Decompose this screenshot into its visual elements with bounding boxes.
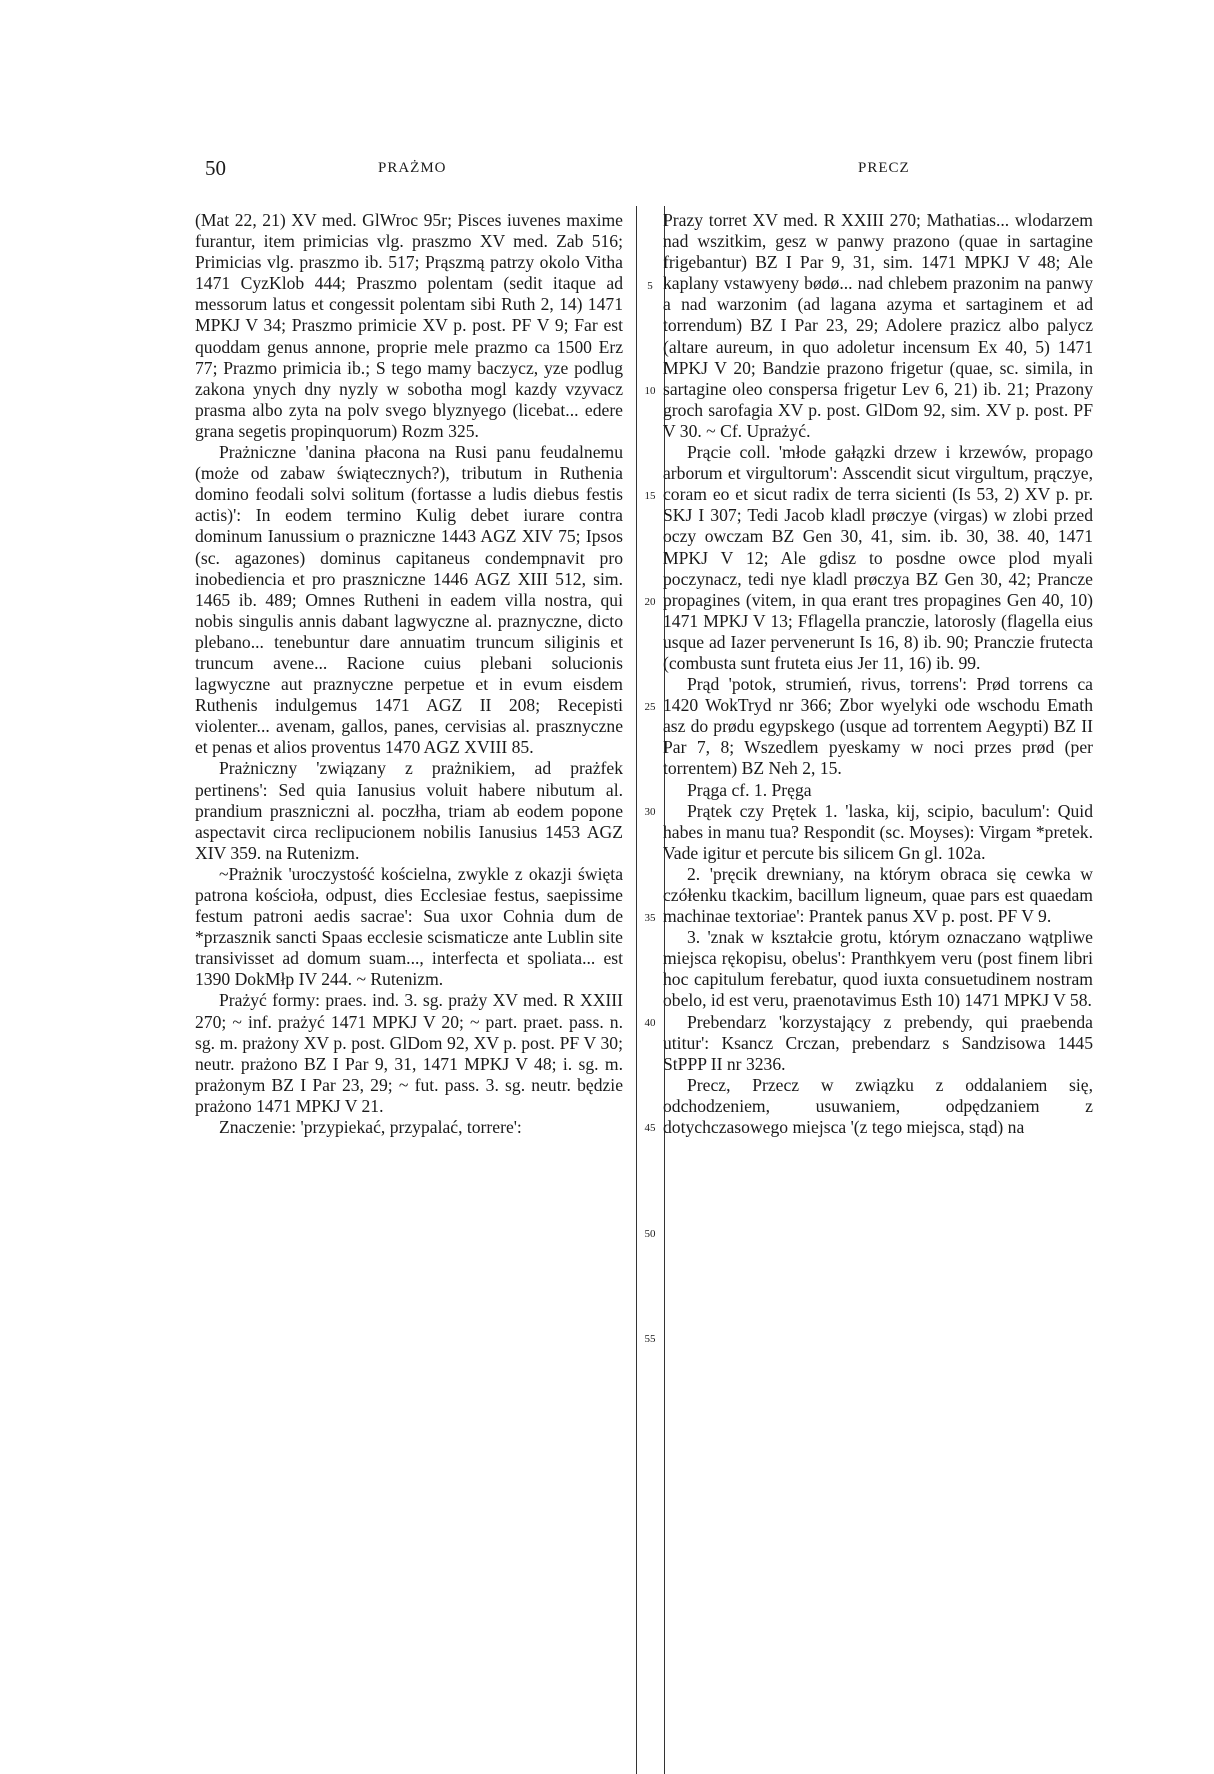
line-number: 30: [644, 806, 656, 818]
line-number: 10: [644, 385, 656, 397]
column-rule-left: [636, 206, 637, 1774]
entry-praznik: ~Prażnik 'uroczystość kościelna, zwykle z okazji święta patrona kościoła, odpust, dies Ecclesiae festus, saepissime festum patroni aedis sacrae': Sua uxor Cohnia dum de *przasznik sancti Spaas ecclesie scismaticze ante Lublin site transivisset ad domum suam..., interfecta et spoliata... est 1390 DokMłp IV 244. ~ Rutenizm.: [195, 863, 623, 990]
left-column: [195, 210, 623, 1138]
line-number: 15: [644, 490, 656, 502]
line-number: 20: [644, 596, 656, 608]
running-header: [0, 156, 1214, 186]
entry-prazmo-continued: (Mat 22, 21) XV med. GlWroc 95r; Pisces iuvenes maxime furantur, item primicias vlg. praszmo XV med. Zab 516; Primicias vlg. praszmo ib. 517; Prąszmą patrzy okolo Vitha 1471 CyzKlob 444; Praszmo polentam (sedit itaque ad messorum latus et congessit polentam sibi Ruth 2, 14) 1471 MPKJ V 34; Praszmo primicie XV p. post. PF V 9; Far est quoddam genus annone, proprie mele prazmo ca 1500 Erz 77; Prazmo primicia ib.; S tego mamy baczycz, yze podlug zakona ynych dny nyzly w sobotha mogl kazdy vzyvacz prasma albo zyta na polv svego blyznyego (licebat... edere grana segetis propinquorum) Rozm 325.: [195, 210, 623, 441]
line-number: 35: [644, 912, 656, 924]
entry-pratek-3: 3. 'znak w kształcie grotu, którym oznaczano wątpliwe miejsca rękopisu, obelus': Pranthkyem veru (post finem libri hoc capitulum ferebatur, quod iuxta consuetudinem nostram obelo, id est veru, praenotavimus Esth 10) 1471 MPKJ V 58.: [663, 927, 1093, 1011]
line-number: 40: [644, 1017, 656, 1029]
entry-prazniczne: Prażniczne 'danina płacona na Rusi panu feudalnemu (może od zabaw świątecznych?), tributum in Ruthenia domino feodali solvi solitum (fortasse a ludis diebus festis actis)': In eodem termino Kulig debet iurare contra dominum Ianussium o prazniczne 1443 AGZ XIV 75; Ipsos (sc. agazones) dominus capitaneus condempnavit pro inobediencia et pro praszniczne 1446 AGZ XIII 512, sim. 1465 ib. 489; Omnes Rutheni in eadem villa nostra, qui nobis singulis annis dabant lagwyczne al. praznyczne, dicto plebano... tenebuntur dare annuatim truncum siliginis et truncum avene... Racione cuius plebani solucionis lagwyczne aut praznyczne perpetue et in evum eisdem Ruthenis indulgemus 1471 AGZ II 208; Recepisti violenter... avenam, gallos, panes, cervisias al. prasznyczne et penas et alios proventus 1470 AGZ XVIII 85.: [195, 442, 623, 758]
right-running-head: PRECZ: [858, 160, 910, 176]
entry-pratek-1: Prątek czy Prętek 1. 'laska, kij, scipio, baculum': Quid habes in manu tua? Respondit (sc. Moyses): Virgam *pretek. Vade igitur et percute bis silicem Gn gl. 102a.: [663, 800, 1093, 863]
right-column: [663, 210, 1093, 1138]
entry-prad: Prąd 'potok, strumień, rivus, torrens': Prød torrens ca 1420 WokTryd nr 366; Zbor wyelyki ode wschodu Emath asz do prødu egypskego (usque ad torrentem Aegypti) BZ II Par 7, 8; Wszedlem pyeskamy w noci przes prød (per torrentem) BZ Neh 2, 15.: [663, 674, 1093, 779]
entry-prebendarz: Prebendarz 'korzystający z prebendy, qui praebenda utitur': Ksancz Crczan, prebendarz s Sandzisowa 1445 StPPP II nr 3236.: [663, 1011, 1093, 1074]
line-number: 45: [644, 1122, 656, 1134]
line-number: 55: [644, 1333, 656, 1345]
entry-praga: Prąga cf. 1. Pręga: [687, 779, 812, 800]
entry-pracie: Prącie coll. 'młode gałązki drzew i krzewów, propago arborum et virgultorum': Asscendit sicut virgultum, prączye, coram eo et sicut radix de terra sicienti (Is 53, 2) XV p. pr. SKJ I 307; Tedi Jacob kladl prøczye (virgas) w zlobi przed oczy owczam BZ Gen 30, 41, sim. ib. 30, 38. 40, 1471 MPKJ V 12; Ale gdisz to posdne owce plod myali poczynacz, tedi nye kladl prøczya BZ Gen 30, 42; Prancze propagines (vitem, in qua erant tres propagines Gen 40, 10) 1471 MPKJ V 13; Fflagella pranczie, latorosly (flagella eius usque ad Iazer pervenerunt Is 16, 8) ib. 90; Pranczie frutecta (combusta sunt fruteta eius Jer 11, 16) ib. 99.: [663, 442, 1093, 673]
page-number: 50: [205, 156, 226, 180]
line-number: 50: [644, 1228, 656, 1240]
entry-prazniczny: Prażniczny 'związany z prażnikiem, ad prażfek pertinens': Sed quia Ianusius voluit habere nibutum al. prandium praszniczni al. poczłha, triam ab eodem popone aspectavit circa reclipucionem nobilis Ianusius 1453 AGZ XIV 359. na Rutenizm.: [195, 758, 623, 863]
line-number: 5: [647, 280, 653, 292]
left-running-head: PRAŻMO: [378, 160, 447, 176]
entry-prazyc: Prażyć formy: praes. ind. 3. sg. praży XV med. R XXIII 270; ~ inf. prażyć 1471 MPKJ V 20; ~ part. praet. pass. n. sg. m. prażony XV p. post. GlDom 92, XV p. post. PF V 30; neutr. prażono BZ I Par 9, 31, 1471 MPKJ V 48; i. sg. m. prażonym BZ I Par 23, 29; ~ fut. pass. 3. sg. neutr. będzie prażono 1471 MPKJ V 21.: [195, 990, 623, 1116]
entry-pratek-2: 2. 'pręcik drewniany, na którym obraca się cewka w czółenku tkackim, bacillum ligneum, quae pars est quaedam machinae textoriae': Prantek panus XV p. post. PF V 9.: [663, 863, 1093, 927]
entry-prazyc-meaning: Znaczenie: 'przypiekać, przypalać, torrere':: [219, 1117, 522, 1138]
line-number: 25: [644, 701, 656, 713]
entry-prazyc-continued: Prazy torret XV med. R XXIII 270; Mathatias... wlodarzem nad wszitkim, gesz w panwy prazono (quae in sartagine frigebantur) BZ I Par 9, 31, sim. 1471 MPKJ V 48; Ale kaplany vstawyeny bødø... nad chlebem prazonim na panwy a nad warzonim (ad lagana azyma et sartaginem et ad torrendum) BZ I Par 23, 29; Adolere prazicz albo palycz (altare aureum, in quo adoletur incensum Ex 40, 5) 1471 MPKJ V 20; Bandzie prazono frigetur (quae, sc. simila, in sartagine oleo conspersa frigetur Lev 6, 21) ib. 21; Prazony groch sarofagia XV p. post. GlDom 92, sim. XV p. post. PF V 30. ~ Cf. Uprażyć.: [663, 210, 1093, 441]
entry-precz: Precz, Przecz w związku z oddalaniem się, odchodzeniem, usuwaniem, odpędzaniem z dotychczasowego miejsca '(z tego miejsca, stąd) na: [663, 1074, 1093, 1138]
